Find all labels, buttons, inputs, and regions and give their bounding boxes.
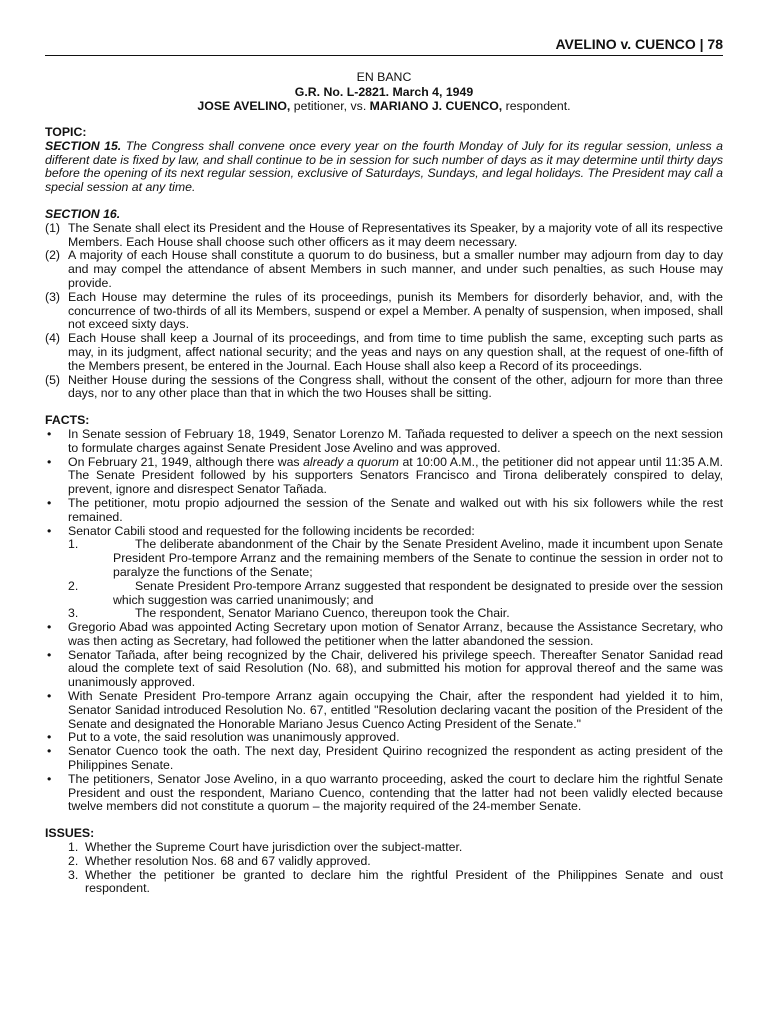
case-caption (45, 70, 723, 114)
facts-list (45, 428, 723, 814)
document-body (45, 126, 723, 896)
list-item: • With Senate President Pro-tempore Arranz again occupying the Chair, after the respondent had yielded it to him, Senator Sanidad introduced Resolution No. 67, entitled "Resolution declaring vacant the position of the President of the Senate and designated the Honorable Mariano Jesus Cuenco Acting President of the Senate." (45, 690, 723, 731)
list-item: 2. Senate President Pro-tempore Arranz suggested that respondent be designated to preside over the session which suggestion was carried unanimously; and (68, 578, 723, 607)
section-15-text: The Congress shall convene once every year on the fourth Monday of July for its regular session, unless a different date is fixed by law, and shall continue to be in session for such number of days as it may determine until thirty days before the opening of its next regular session, exclusive of Saturdays, Sundays, and legal holidays. The President may call a special session at any time. (45, 138, 723, 195)
section-16-label: SECTION 16. (45, 206, 121, 221)
list-item: • Senator Cabili stood and requested for the following incidents be recorded: 1. The deliberate abandonment of the Chair by the Senate President Avelino, made it incumbent upon Senate President Pro-tempore Arranz and the remaining members of the Senate to continue the session in order not to paralyze the functions of the Senate; 2. Senate President Pro-tempore Arranz suggested that respondent be designated to preside over the session which suggestion was carried unanimously; and 3. The respondent, Senator Mariano Cuenco, thereupon took the Chair. (45, 525, 723, 622)
list-item: • Senator Cuenco took the oath. The next day, President Quirino recognized the respondent as acting president of the Philippines Senate. (45, 745, 723, 773)
list-item: (4) Each House shall keep a Journal of its proceedings, and from time to time publish the same, excepting such parts as may, in its judgment, affect national security; and the yeas and nays on any question shall, at the request of one-fifth of the Members present, be entered in the Journal. Each House shall also keep a Record of its proceedings. (45, 331, 723, 373)
case-parties (45, 99, 723, 114)
section-16-list (45, 222, 723, 401)
list-item: 2. Whether resolution Nos. 68 and 67 validly approved. (68, 853, 371, 868)
respondent-name: MARIANO J. CUENCO, (369, 99, 503, 113)
list-item: (1) The Senate shall elect its President and the House of Representatives its Speaker, by a majority vote of all its respective Members. Each House shall choose such other officers as it may deem necessary. (45, 220, 723, 249)
petitioner-name: JOSE AVELINO, (197, 99, 291, 113)
list-item: 1. Whether the Supreme Court have jurisdiction over the subject-matter. (68, 840, 463, 855)
list-item: (2) A majority of each House shall constitute a quorum to do business, but a smaller number may adjourn from day to day and may compel the attendance of absent Members in such manner, and under such penalties, as such House may provide. (45, 248, 723, 290)
court-division: EN BANC (356, 70, 412, 84)
list-item: • The petitioners, Senator Jose Avelino, in a quo warranto proceeding, asked the court to declare him the rightful Senate President and oust the respondent, Mariano Cuenco, contending that the latter had not been validly elected because twelve members did not constitute a quorum – the majority required of the 24-member Senate. (45, 773, 723, 814)
list-item: (3) Each House may determine the rules of its proceedings, punish its Members for disorderly behavior, and, with the concurrence of two-thirds of all its Members, suspend or expel a Member. A penalty of suspension, when imposed, shall not exceed sixty days. (45, 289, 723, 332)
list-item: • The petitioner, motu propio adjourned the session of the Senate and walked out with his six followers while the rest remained. (45, 497, 723, 525)
list-item: 3. The respondent, Senator Mariano Cuenco, thereupon took the Chair. (68, 606, 510, 621)
issues-list (45, 841, 723, 896)
list-item: • Put to a vote, the said resolution was unanimously approved. (45, 731, 723, 745)
list-item: 3. Whether the petitioner be granted to declare him the rightful President of the Philippines Senate and oust respondent. (68, 867, 723, 896)
respondent-role: respondent. (502, 99, 571, 113)
facts-heading: FACTS: (45, 413, 90, 428)
petitioner-role: petitioner, vs. (290, 99, 370, 113)
list-item: • In Senate session of February 18, 1949, Senator Lorenzo M. Tañada requested to deliver a speech on the next session to formulate charges against Senate President Jose Avelino and was approved. (45, 428, 723, 456)
recorded-incidents-list (68, 538, 723, 621)
issues-heading: ISSUES: (45, 826, 95, 841)
running-header: AVELINO v. CUENCO | 78 (45, 38, 723, 56)
section-15-label: SECTION 15. (45, 138, 122, 153)
section-15 (45, 140, 723, 195)
topic-heading: TOPIC: (45, 125, 87, 139)
list-item: • Senator Tañada, after being recognized by the Chair, delivered his privilege speech. Thereafter Senator Sanidad read aloud the complete text of said Resolution (No. 68), and submitted his motion for approval thereof and the same was unanimously approved. (45, 649, 723, 690)
list-item: • On February 21, 1949, although there was already a quorum at 10:00 A.M., the petitioner did not appear until 11:35 A.M. The Senate President followed by his supporters Senators Francisco and Tirona deliberately conspired to delay, prevent, ignore and disrespect Senator Tañada. (45, 456, 723, 497)
list-item: • Gregorio Abad was appointed Acting Secretary upon motion of Senator Arranz, because the Assistance Secretary, who was then acting as Secretary, had followed the petitioner when the latter abandoned the session. (45, 621, 723, 649)
list-item: 1. The deliberate abandonment of the Chair by the Senate President Avelino, made it incumbent upon Senate President Pro-tempore Arranz and the remaining members of the Senate to continue the session in order not to paralyze the functions of the Senate; (68, 537, 723, 579)
case-number: G.R. No. L-2821. March 4, 1949 (294, 84, 474, 99)
list-item: (5) Neither House during the sessions of the Congress shall, without the consent of the other, adjourn for more than three days, nor to any other place than that in which the two Houses shall be sitting. (45, 372, 723, 401)
